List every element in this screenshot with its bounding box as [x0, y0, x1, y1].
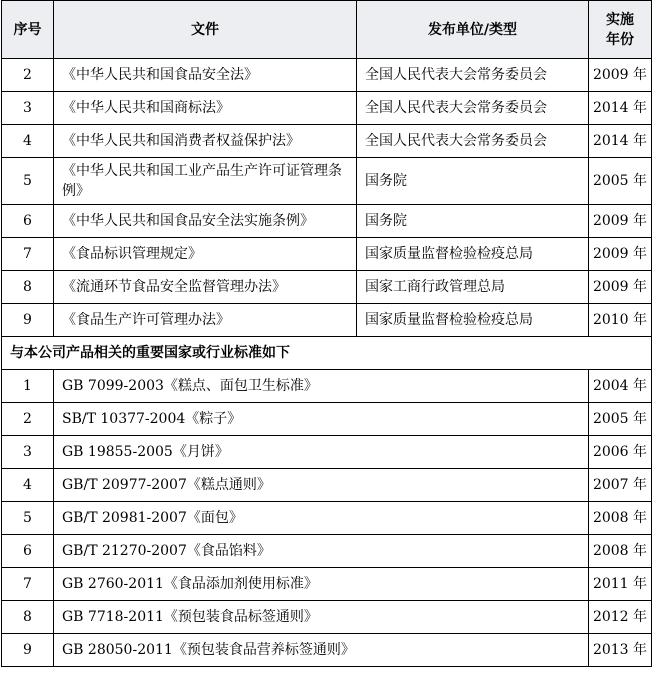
- header-issuer: 发布单位/类型: [357, 1, 589, 59]
- table-row: [2, 535, 652, 568]
- row-no: 4: [2, 469, 54, 502]
- row-year: 2009 年: [589, 205, 652, 238]
- row-no: 7: [2, 568, 54, 601]
- row-document: 《中华人民共和国商标法》: [54, 92, 357, 125]
- row-document: 《中华人民共和国消费者权益保护法》: [54, 125, 357, 158]
- row-issuer: 国务院: [357, 205, 589, 238]
- table-row: [2, 59, 652, 92]
- section-row: [2, 337, 652, 370]
- row-document: 《中华人民共和国工业产品生产许可证管理条例》: [54, 158, 357, 205]
- row-document: 《中华人民共和国食品安全法》: [54, 59, 357, 92]
- table-row: [2, 125, 652, 158]
- section-title: 与本公司产品相关的重要国家或行业标准如下: [2, 337, 652, 370]
- row-year: 2004 年: [589, 370, 652, 403]
- header-year-line2: 年份: [606, 31, 634, 48]
- table-row: [2, 436, 652, 469]
- row-no: 4: [2, 125, 54, 158]
- header-year-line1: 实施: [606, 11, 634, 28]
- table-row: [2, 238, 652, 271]
- row-standard: GB 7099-2003《糕点、面包卫生标准》: [54, 370, 589, 403]
- row-document: 《中华人民共和国食品安全法实施条例》: [54, 205, 357, 238]
- row-year: 2006 年: [589, 436, 652, 469]
- row-no: 5: [2, 158, 54, 205]
- header-year: [589, 1, 652, 59]
- header-document: 文件: [54, 1, 357, 59]
- row-no: 2: [2, 59, 54, 92]
- row-no: 2: [2, 403, 54, 436]
- row-standard: GB/T 20981-2007《面包》: [54, 502, 589, 535]
- row-issuer: 全国人民代表大会常务委员会: [357, 59, 589, 92]
- row-issuer: 国务院: [357, 158, 589, 205]
- row-no: 9: [2, 634, 54, 667]
- row-year: 2009 年: [589, 238, 652, 271]
- row-year: 2014 年: [589, 125, 652, 158]
- row-document: 《流通环节食品安全监督管理办法》: [54, 271, 357, 304]
- row-year: 2009 年: [589, 271, 652, 304]
- row-issuer: 全国人民代表大会常务委员会: [357, 92, 589, 125]
- row-no: 5: [2, 502, 54, 535]
- table-row: [2, 403, 652, 436]
- row-standard: GB 19855-2005《月饼》: [54, 436, 589, 469]
- header-row: [2, 1, 652, 59]
- table-row: [2, 304, 652, 337]
- row-year: 2008 年: [589, 535, 652, 568]
- row-issuer: 全国人民代表大会常务委员会: [357, 125, 589, 158]
- table-row: [2, 370, 652, 403]
- row-standard: GB 28050-2011《预包装食品营养标签通则》: [54, 634, 589, 667]
- row-year: 2013 年: [589, 634, 652, 667]
- table-row: [2, 601, 652, 634]
- header-no: 序号: [2, 1, 54, 59]
- row-no: 8: [2, 601, 54, 634]
- row-year: 2005 年: [589, 158, 652, 205]
- table-row: [2, 568, 652, 601]
- row-year: 2011 年: [589, 568, 652, 601]
- row-year: 2010 年: [589, 304, 652, 337]
- regulations-table: [1, 0, 652, 667]
- row-standard: GB/T 21270-2007《食品馅料》: [54, 535, 589, 568]
- row-year: 2005 年: [589, 403, 652, 436]
- row-standard: GB 2760-2011《食品添加剂使用标准》: [54, 568, 589, 601]
- row-document: 《食品标识管理规定》: [54, 238, 357, 271]
- row-issuer: 国家质量监督检验检疫总局: [357, 238, 589, 271]
- row-issuer: 国家质量监督检验检疫总局: [357, 304, 589, 337]
- row-no: 7: [2, 238, 54, 271]
- row-no: 8: [2, 271, 54, 304]
- table-row: [2, 205, 652, 238]
- row-issuer: 国家工商行政管理总局: [357, 271, 589, 304]
- row-document: 《食品生产许可管理办法》: [54, 304, 357, 337]
- row-no: 9: [2, 304, 54, 337]
- row-no: 3: [2, 92, 54, 125]
- row-no: 3: [2, 436, 54, 469]
- row-no: 1: [2, 370, 54, 403]
- table-row: [2, 502, 652, 535]
- table-row: [2, 271, 652, 304]
- row-standard: GB/T 20977-2007《糕点通则》: [54, 469, 589, 502]
- table-row: [2, 634, 652, 667]
- table-row: [2, 92, 652, 125]
- row-standard: GB 7718-2011《预包装食品标签通则》: [54, 601, 589, 634]
- table-row: [2, 158, 652, 205]
- row-year: 2009 年: [589, 59, 652, 92]
- row-year: 2008 年: [589, 502, 652, 535]
- row-year: 2007 年: [589, 469, 652, 502]
- row-no: 6: [2, 205, 54, 238]
- row-year: 2012 年: [589, 601, 652, 634]
- row-year: 2014 年: [589, 92, 652, 125]
- row-standard: SB/T 10377-2004《粽子》: [54, 403, 589, 436]
- row-no: 6: [2, 535, 54, 568]
- table-row: [2, 469, 652, 502]
